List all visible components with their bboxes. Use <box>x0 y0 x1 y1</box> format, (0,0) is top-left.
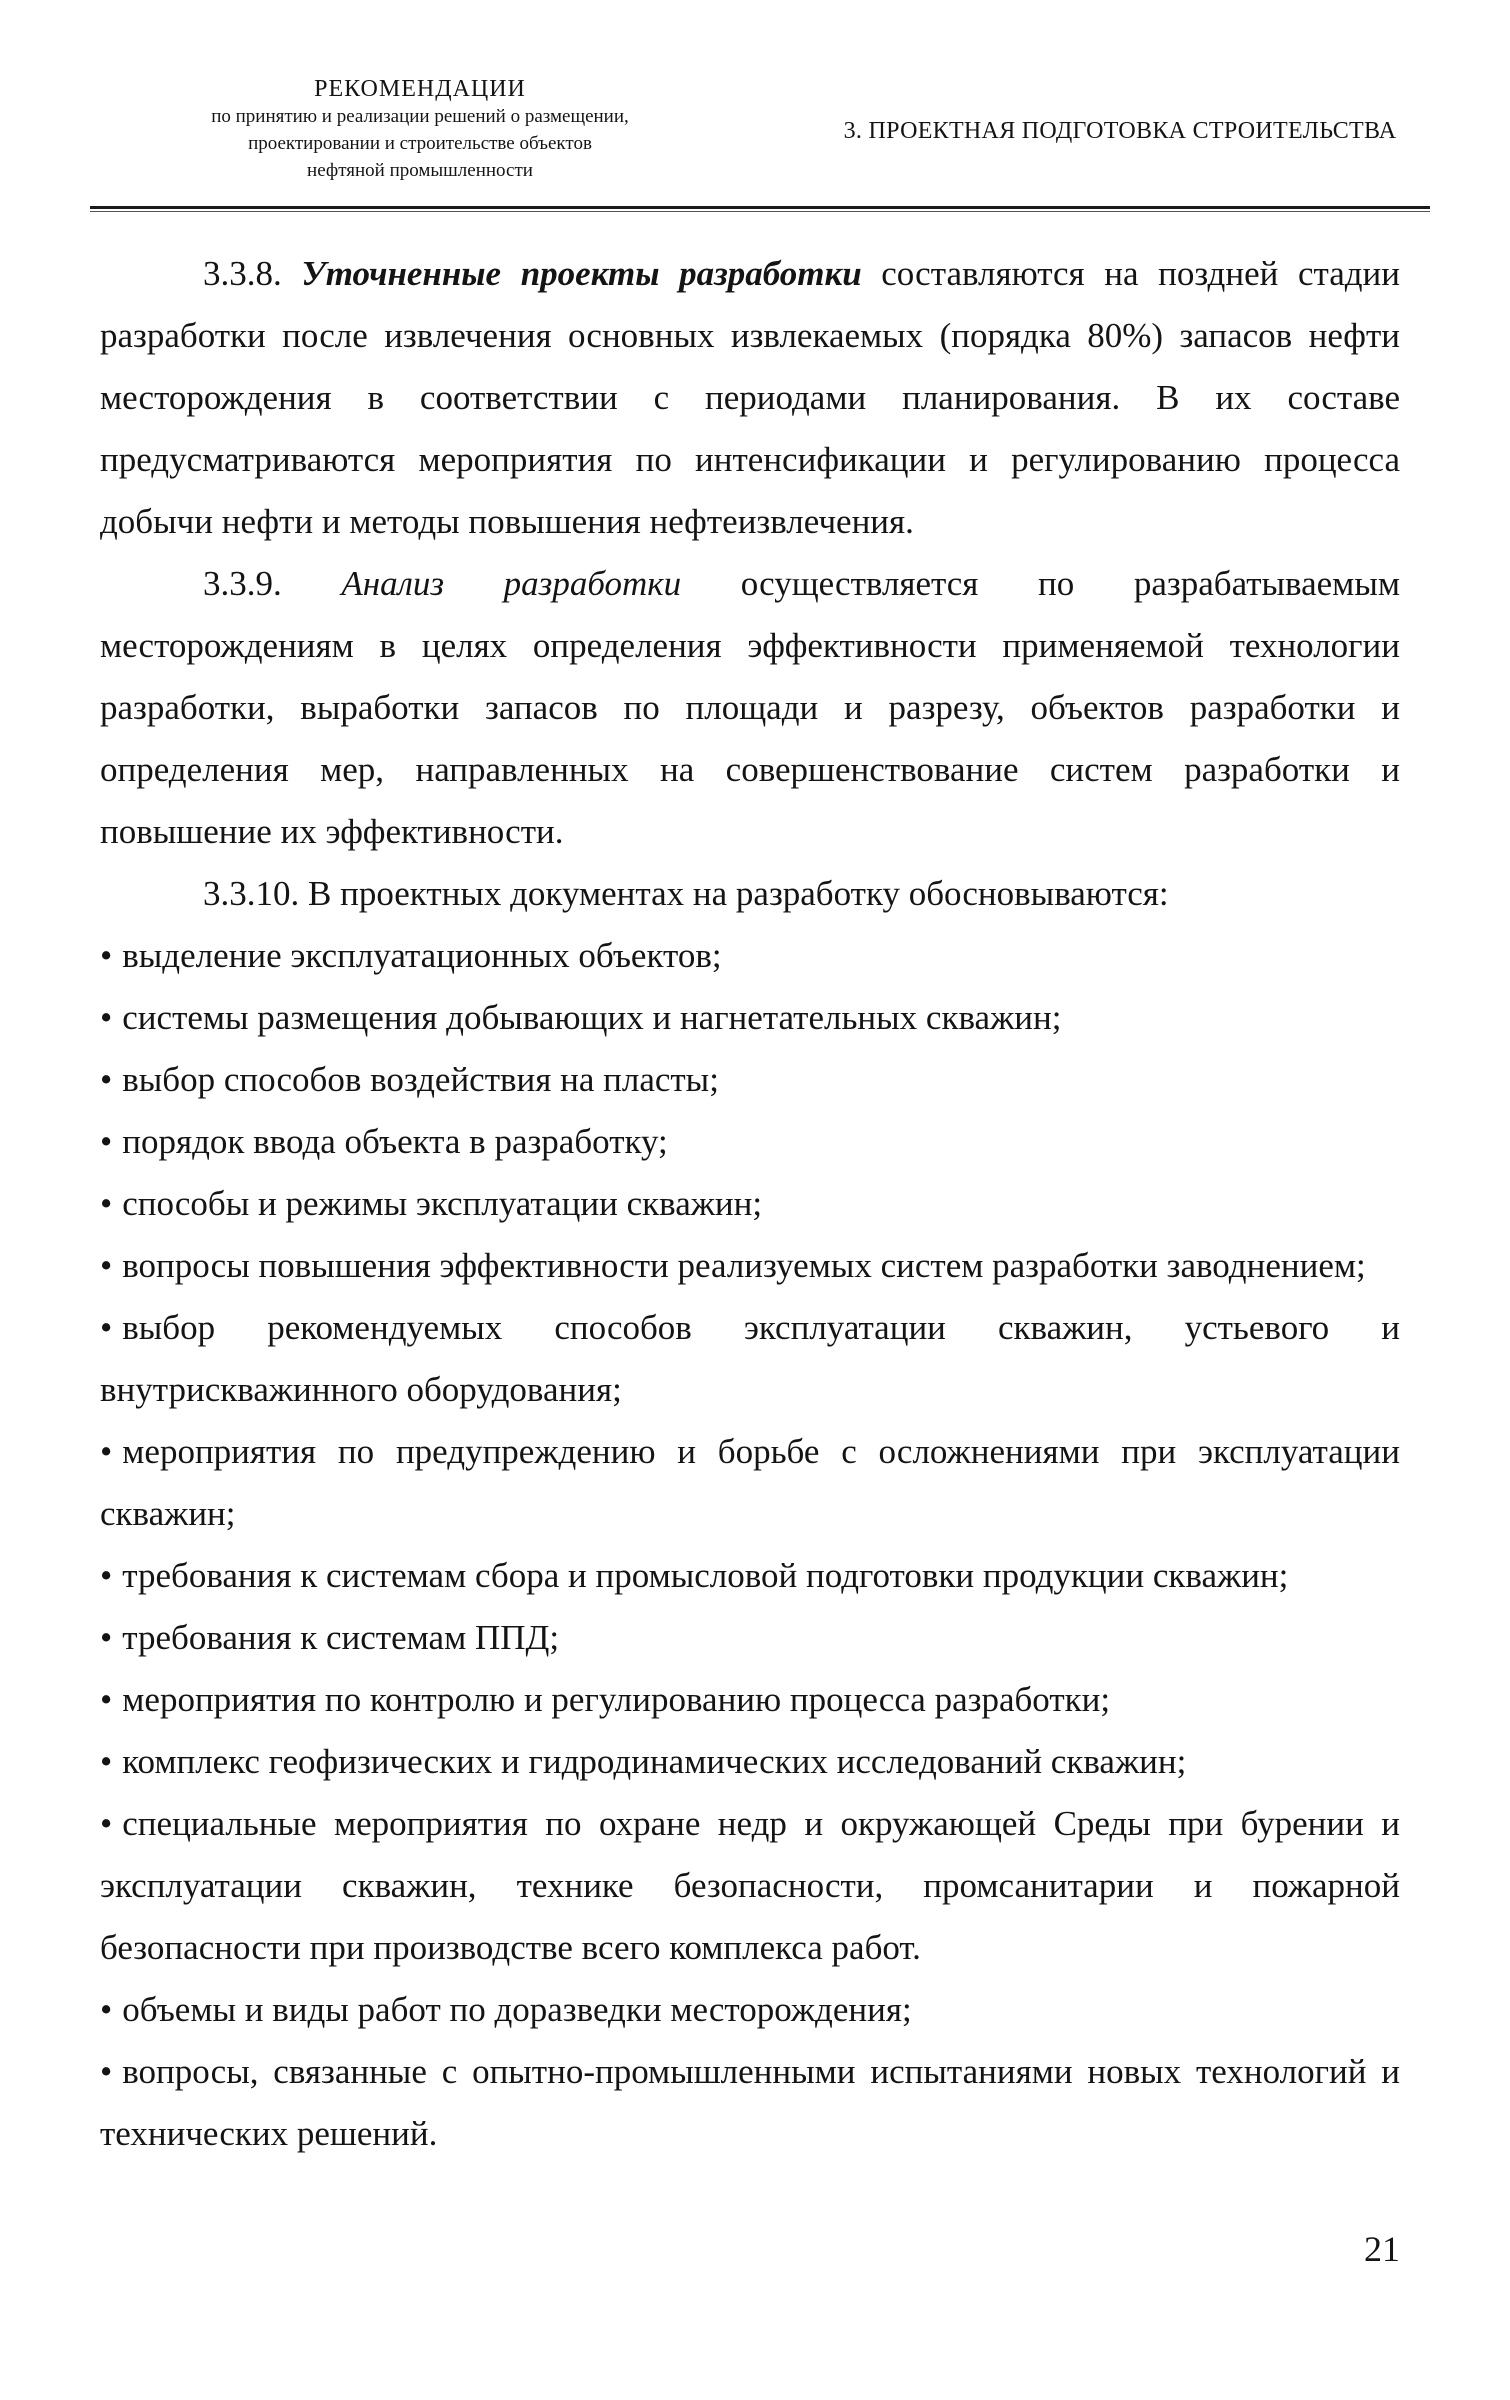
section-text: В проектных документах на разработку обосновываются: <box>308 874 1169 913</box>
paragraph-3-3-8 <box>100 243 1400 553</box>
list-item: • мероприятия по предупреждению и борьбе с осложнениями при эксплуатации скважин; <box>100 1432 1400 1533</box>
list-item: • способы и режимы эксплуатации скважин; <box>100 1184 763 1223</box>
list-item: • объемы и виды работ по доразведки месторождения; <box>100 1990 912 2029</box>
paragraph-3-3-10 <box>100 863 1400 925</box>
bullet-icon: • <box>100 1308 113 1347</box>
header-title: РЕКОМЕНДАЦИИ <box>314 76 526 102</box>
bullet-icon: • <box>100 1990 113 2029</box>
list-item: • мероприятия по контролю и регулированию процесса разработки; <box>100 1680 1111 1719</box>
body-content <box>100 243 1400 2165</box>
list-item: • комплекс геофизических и гидродинамических исследований скважин; <box>100 1742 1187 1781</box>
header-left-block <box>120 76 720 184</box>
list-item: • выбор способов воздействия на пласты; <box>100 1060 719 1099</box>
list-item: • выбор рекомендуемых способов эксплуатации скважин, устьевого и внутрискважинного оборудования; <box>100 1308 1400 1409</box>
list-item: • требования к системам сбора и промысловой подготовки продукции скважин; <box>100 1556 1289 1595</box>
list-item: • вопросы, связанные с опытно-промышленными испытаниями новых технологий и технических решений. <box>100 2052 1400 2153</box>
section-text: осуществляется по разрабатываемым месторождениям в целях определения эффективности применяемой технологии разработки, выработки запасов по площади и разрезу, объектов разработки и определения мер, направленных на совершенствование систем разработки и повышение их эффективности. <box>100 564 1400 851</box>
page-number: 21 <box>1364 2229 1400 2269</box>
list-item: • специальные мероприятия по охране недр и окружающей Среды при бурении и эксплуатации скважин, технике безопасности, промсанитарии и пожарной безопасности при производстве всего комплекса работ. <box>100 1804 1400 1967</box>
bullet-icon: • <box>100 1184 113 1223</box>
bullet-icon: • <box>100 1804 113 1843</box>
paragraph-3-3-9 <box>100 553 1400 863</box>
bullet-icon: • <box>100 1122 113 1161</box>
section-term: Анализ разработки <box>341 564 682 603</box>
bullet-icon: • <box>100 1060 113 1099</box>
header-divider-thin <box>90 211 1430 212</box>
list-item: • выделение эксплуатационных объектов; <box>100 936 722 975</box>
bullet-icon: • <box>100 1432 113 1471</box>
list-item: • вопросы повышения эффективности реализуемых систем разработки заводнением; <box>100 1246 1366 1285</box>
bullet-icon: • <box>100 998 113 1037</box>
bullet-icon: • <box>100 1556 113 1595</box>
section-term: Уточненные проекты разработки <box>301 254 862 293</box>
list-item: • требования к системам ППД; <box>100 1618 560 1657</box>
bullet-icon: • <box>100 1618 113 1657</box>
header-subtitle-line-3: нефтяной промышленности <box>307 160 533 181</box>
section-number: 3.3.9. <box>203 564 282 603</box>
bullet-icon: • <box>100 2052 113 2091</box>
requirements-list <box>100 925 1400 2165</box>
header-section-title: 3. ПРОЕКТНАЯ ПОДГОТОВКА СТРОИТЕЛЬСТВА <box>843 118 1397 144</box>
section-text: составляются на поздней стадии разработки после извлечения основных извлекаемых (порядка 80%) запасов нефти месторождения в соответствии с периодами планирования. В их составе предусматриваются мероприятия по интенсификации и регулированию процесса добычи нефти и методы повышения нефтеизвлечения. <box>100 254 1401 541</box>
header-subtitle-line-1: по принятию и реализации решений о размещении, <box>211 106 629 127</box>
list-item: • системы размещения добывающих и нагнетательных скважин; <box>100 998 1062 1037</box>
section-number: 3.3.8. <box>203 254 282 293</box>
bullet-icon: • <box>100 1742 113 1781</box>
section-number: 3.3.10. <box>203 874 300 913</box>
bullet-icon: • <box>100 1680 113 1719</box>
header-subtitle-line-2: проектировании и строительстве объектов <box>248 133 592 154</box>
bullet-icon: • <box>100 1246 113 1285</box>
header-divider <box>90 206 1430 209</box>
bullet-icon: • <box>100 936 113 975</box>
list-item: • порядок ввода объекта в разработку; <box>100 1122 668 1161</box>
